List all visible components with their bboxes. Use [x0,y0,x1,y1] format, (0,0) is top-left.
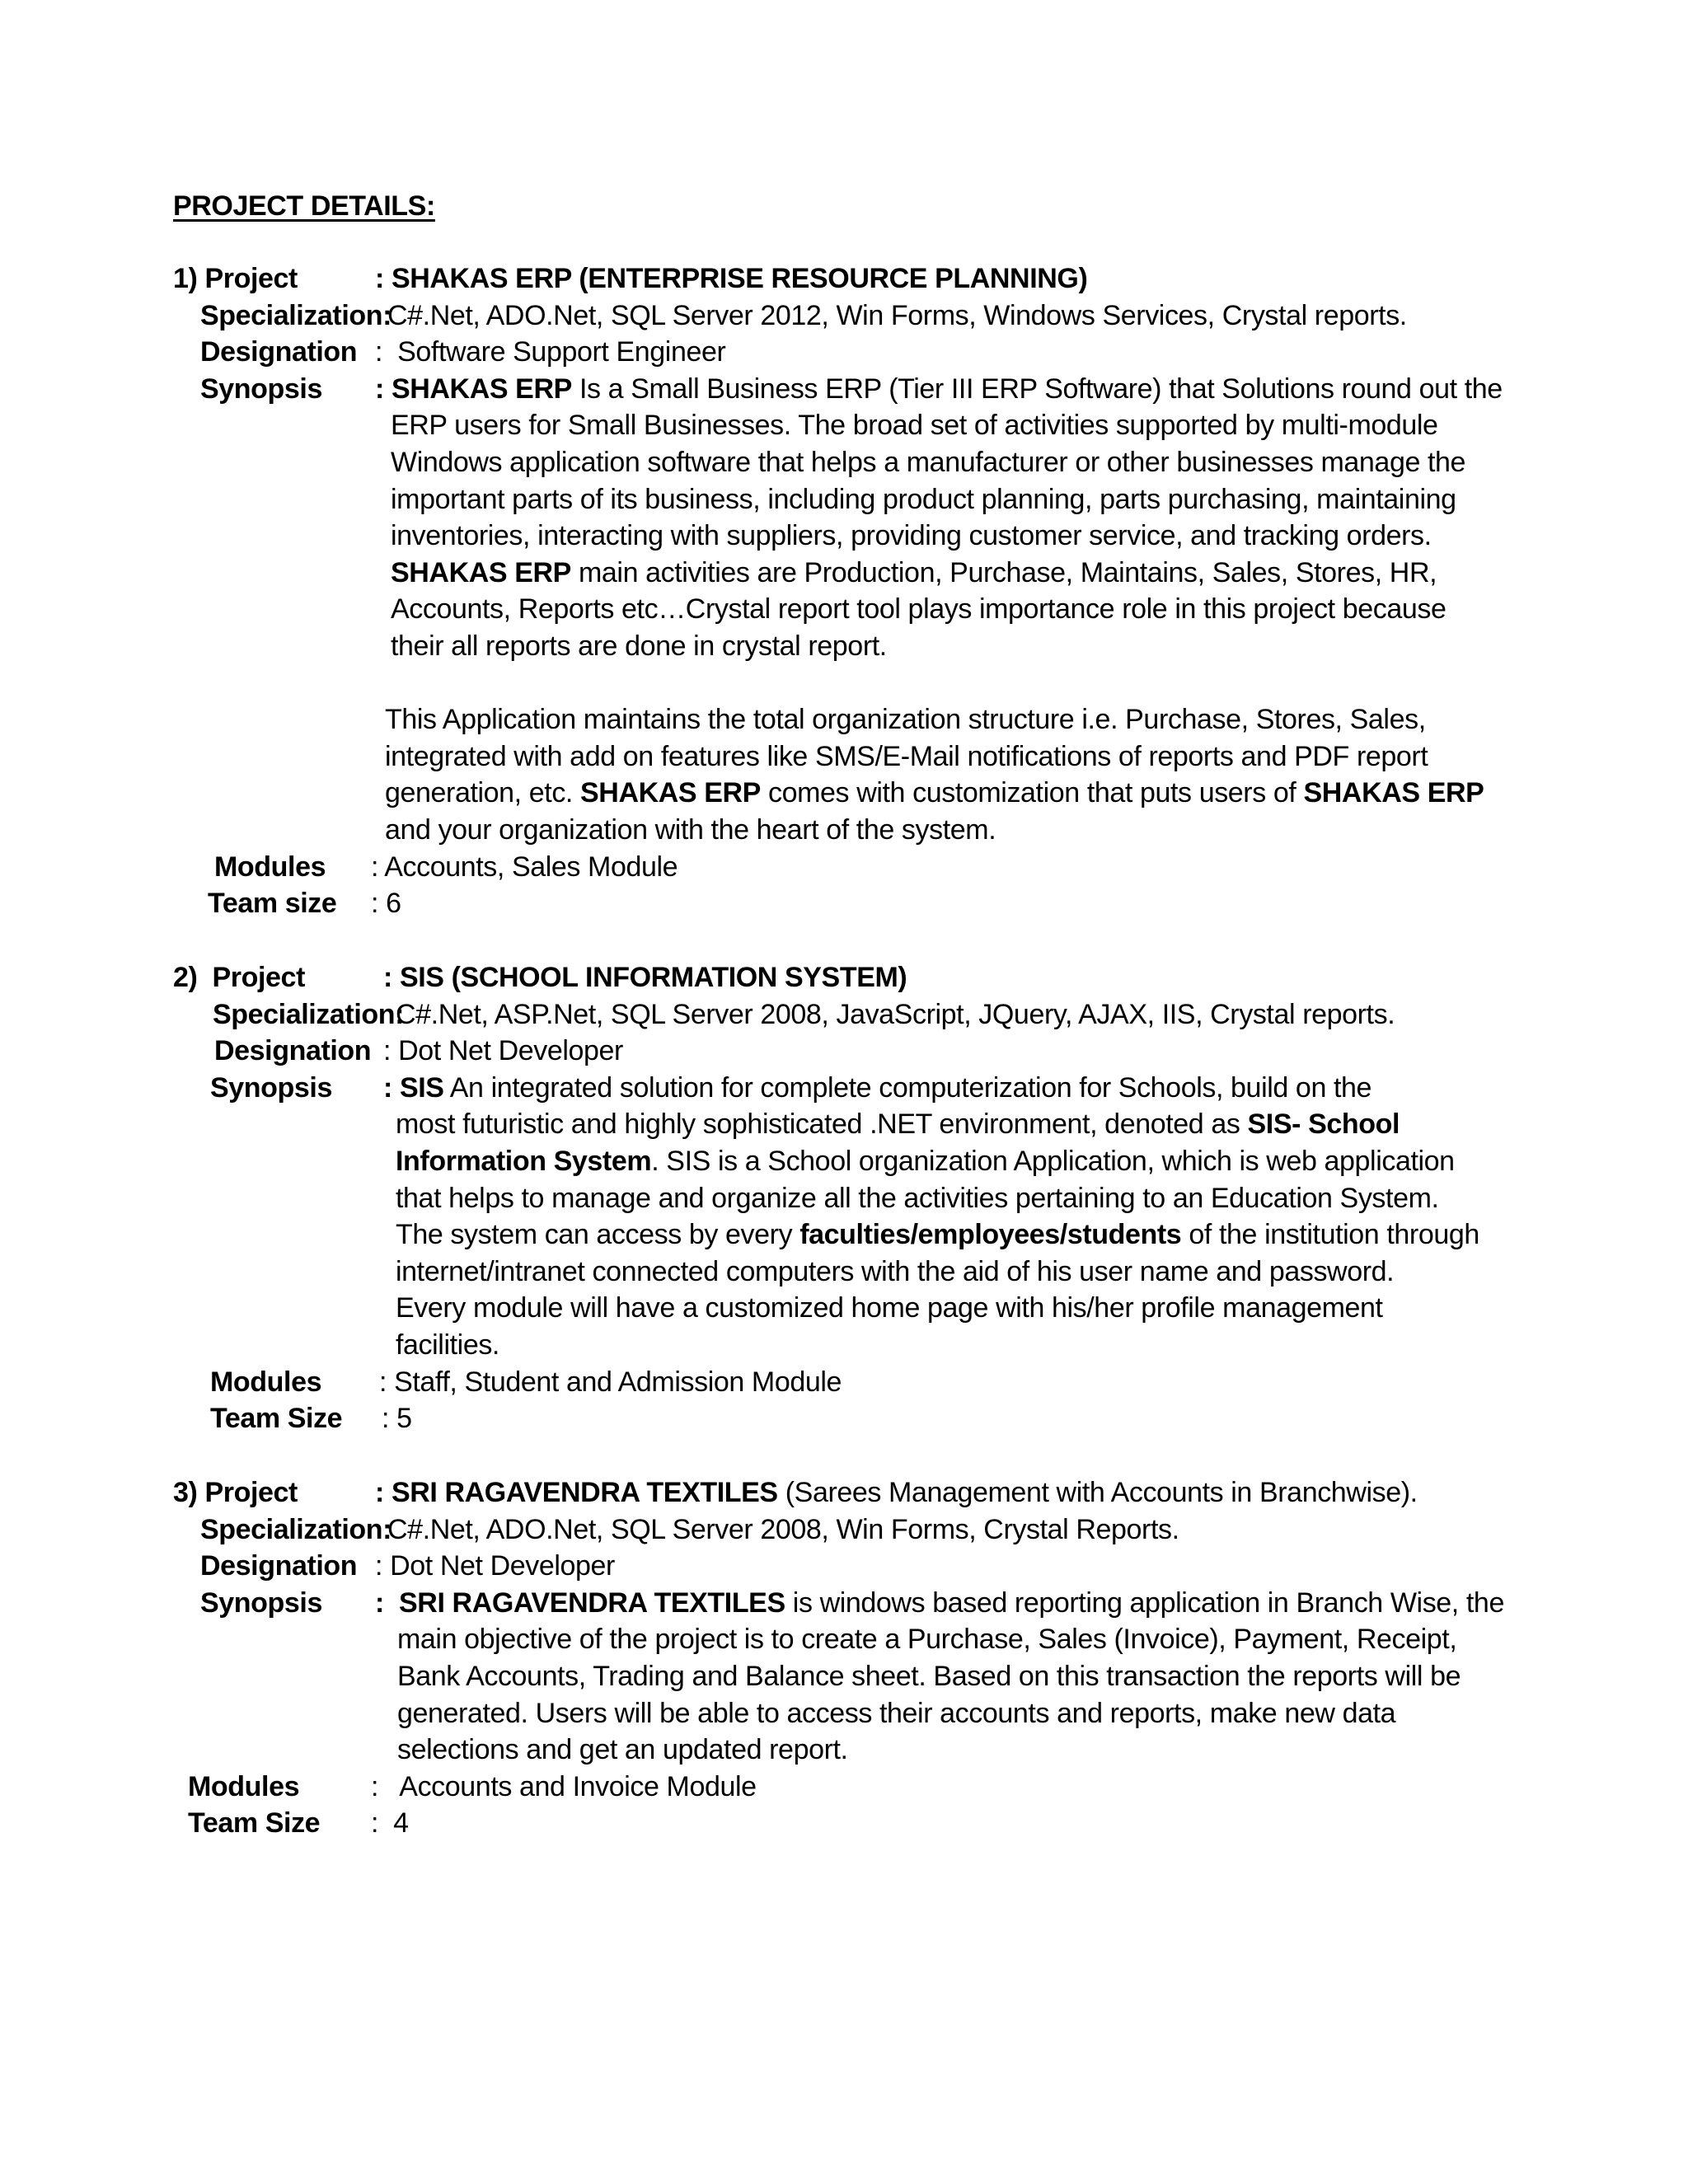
project-name [383,961,907,994]
text-run: : SHAKAS ERP [375,373,572,405]
project-number: 1) Project [173,263,298,294]
synopsis-extra-line [385,776,1484,809]
text-run: The system can access by every [396,1219,800,1251]
specialization-label: Specialization: [213,998,405,1030]
text-run: internet/intranet connected computers with the aid of his user name and password. [396,1255,1395,1287]
modules-value: : Staff, Student and Admission Module [379,1366,842,1398]
text-run: An integrated solution for complete computerization for Schools, build on the [443,1071,1372,1104]
synopsis-line [375,373,1503,405]
synopsis-line [391,446,1465,479]
specialization-value: C#.Net, ADO.Net, SQL Server 2012, Win Forms, Windows Services, Crystal reports. [387,299,1407,331]
synopsis-label: Synopsis [210,1071,332,1104]
text-run: main objective of the project is to create a Purchase, Sales (Invoice), Payment, Receipt, [397,1624,1457,1656]
team-size-label: Team Size [210,1403,343,1435]
text-run: This Application maintains the total organization structure i.e. Purchase, Stores, Sales, [385,704,1426,736]
synopsis-line [397,1660,1461,1693]
synopsis-line [375,1586,1504,1619]
team-size-value: : 5 [382,1403,412,1435]
synopsis-line [391,483,1456,516]
designation-value: : Software Support Engineer [375,336,726,368]
text-run: of the institution through [1181,1219,1479,1251]
synopsis-line [396,1108,1400,1141]
designation-label: Designation [214,1035,372,1067]
project-name [375,1476,1418,1509]
designation-value: : Dot Net Developer [375,1550,615,1582]
synopsis-line [396,1182,1439,1215]
synopsis-label: Synopsis [200,1586,322,1619]
project-name-title: : SIS (SCHOOL INFORMATION SYSTEM) [383,962,907,993]
project-number: 3) Project [173,1477,298,1508]
synopsis-extra-line [385,703,1426,736]
text-run: comes with customization that puts users of [760,777,1304,809]
modules-label: Modules [210,1366,322,1398]
team-size-value: : 4 [371,1807,409,1840]
text-run: and your organization with the heart of the system. [385,814,996,846]
text-run: generated. Users will be able to access their accounts and reports, make new data [397,1697,1396,1729]
synopsis-line [391,556,1437,589]
synopsis-line [391,630,887,663]
synopsis-line [391,519,1432,552]
modules-value: : Accounts and Invoice Module [371,1770,757,1802]
project-name [375,262,1087,295]
modules-label: Modules [214,851,326,883]
text-run: . SIS is a School organization Application, which is web application [651,1146,1455,1177]
page-heading: PROJECT DETAILS: [173,190,435,222]
project-name-suffix: (Sarees Management with Accounts in Branchwise). [777,1477,1418,1508]
synopsis-extra-line [385,740,1428,773]
specialization-value: C#.Net, ADO.Net, SQL Server 2008, Win Forms, Crystal Reports. [387,1513,1179,1545]
modules-value: : Accounts, Sales Module [371,851,678,883]
text-run: Accounts, Reports etc…Crystal report tool plays importance role in this project because [391,593,1447,626]
synopsis-line [396,1291,1383,1324]
project-name-title: : SHAKAS ERP (ENTERPRISE RESOURCE PLANNING) [375,263,1088,294]
synopsis-label: Synopsis [200,373,322,405]
synopsis-line [396,1218,1479,1251]
synopsis-line [396,1255,1394,1288]
synopsis-line [391,593,1446,626]
text-run: SHAKAS ERP [1303,777,1484,809]
text-run: facilities. [396,1329,499,1361]
synopsis-line [397,1623,1456,1656]
text-run: Every module will have a customized home page with his/her profile management [396,1292,1383,1324]
text-run: Windows application software that helps a manufacturer or other businesses manage the [391,447,1466,478]
synopsis-line [396,1329,499,1361]
text-run: generation, etc. [385,777,581,809]
synopsis-line [391,409,1438,442]
synopsis-line [397,1697,1395,1730]
synopsis-line [397,1733,848,1766]
text-run: their all reports are done in crystal report. [391,630,887,662]
specialization-label: Specialization: [200,299,392,331]
designation-label: Designation [200,1550,358,1582]
text-run: ERP users for Small Businesses. The broad set of activities supported by multi-module [391,410,1438,442]
text-run: Information System [396,1146,652,1177]
text-run: selections and get an updated report. [397,1734,848,1766]
text-run: : SIS [383,1071,444,1104]
project-number: 2) Project [173,962,305,993]
designation-label: Designation [200,336,358,368]
text-run: most futuristic and highly sophisticated .NET environment, denoted as [396,1108,1248,1141]
text-run: : SRI RAGAVENDRA TEXTILES [375,1586,785,1619]
text-run: main activities are Production, Purchase, Maintains, Sales, Stores, HR, [570,556,1437,588]
text-run: that helps to manage and organize all the activities pertaining to an Education System. [396,1182,1439,1214]
specialization-value: C#.Net, ASP.Net, SQL Server 2008, JavaScript, JQuery, AJAX, IIS, Crystal reports. [396,998,1395,1030]
text-run: SHAKAS ERP [391,556,571,588]
text-run: is windows based reporting application in Branch Wise, the [785,1586,1504,1619]
text-run: inventories, interacting with suppliers, providing customer service, and tracking orders. [391,520,1432,552]
text-run: SIS- School [1247,1108,1400,1141]
specialization-label: Specialization: [200,1513,392,1545]
text-run: Is a Small Business ERP (Tier III ERP Software) that Solutions round out the [571,373,1503,405]
team-size-value: : 6 [371,888,401,920]
text-run: important parts of its business, including product planning, parts purchasing, maintaining [391,483,1456,515]
modules-label: Modules [188,1770,300,1802]
text-run: Bank Accounts, Trading and Balance sheet. Based on this transaction the reports will be [397,1661,1461,1692]
synopsis-line [383,1071,1372,1104]
team-size-label: Team Size [188,1807,321,1840]
text-run: SHAKAS ERP [580,777,761,809]
synopsis-line [396,1145,1455,1178]
designation-value: : Dot Net Developer [383,1035,623,1067]
text-run: integrated with add on features like SMS/E-Mail notifications of reports and PDF report [385,740,1428,772]
text-run: faculties/employees/students [799,1219,1182,1251]
project-name-title: : SRI RAGAVENDRA TEXTILES [375,1477,778,1508]
team-size-label: Team size [208,888,337,920]
synopsis-extra-line [385,813,996,846]
